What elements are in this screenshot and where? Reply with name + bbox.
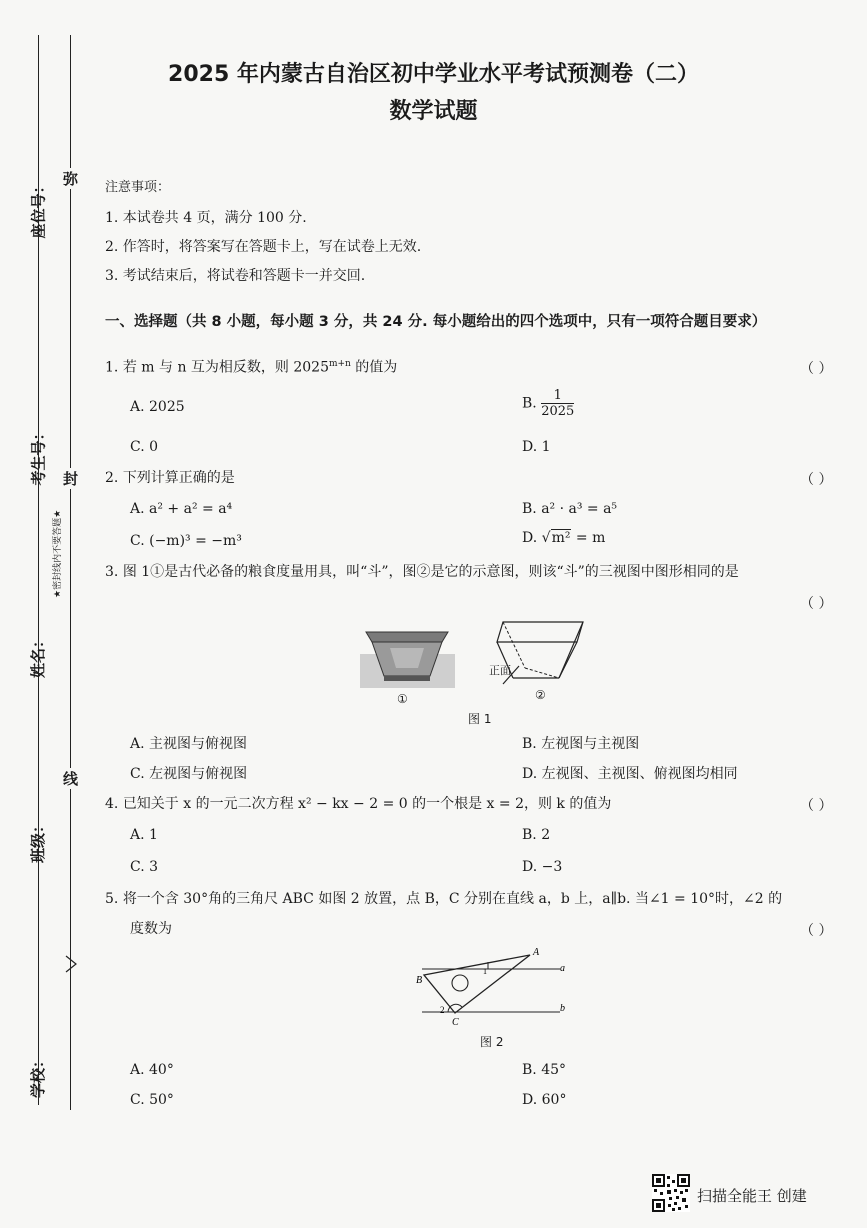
fraction — [541, 388, 574, 419]
qr-code-icon — [652, 1174, 690, 1212]
answer-parentheses[interactable]: （ ） — [800, 923, 833, 939]
option-label: B. — [522, 395, 537, 412]
section-heading: 一、选择题（共 8 小题，每小题 3 分，共 24 分. 每小题给出的四个选项中，只有一项符合题目要求） — [105, 314, 767, 330]
angle-1-label: 1 — [483, 967, 487, 976]
figure-2-caption: 图 2 — [480, 1035, 504, 1049]
question-2-stem — [105, 471, 235, 485]
question-text: 下列计算正确的是 — [122, 470, 235, 486]
option-label: D. — [522, 530, 538, 546]
figure-1-caption: 图 1 — [468, 712, 492, 726]
option-a: A. 2025 — [130, 399, 185, 415]
line-a-label: a — [560, 963, 565, 974]
option-b — [522, 388, 574, 419]
angle-2-label: 2 — [440, 1005, 445, 1015]
scanner-app-name: 扫描全能王 — [697, 1187, 773, 1205]
answer-parentheses[interactable]: （ ） — [800, 361, 833, 377]
point-a-label: A — [533, 947, 540, 958]
fraction-numerator: 1 — [541, 388, 574, 404]
line-b-label: b — [560, 1003, 565, 1014]
seal-warning: ★密封线内不要答题★ — [50, 510, 63, 598]
binding-line-inner — [70, 35, 71, 1110]
question-text-end: 的值为 — [350, 359, 398, 376]
notice-heading: 注意事项： — [105, 180, 171, 195]
option-rest: = m — [571, 530, 606, 546]
option-b: B. 45° — [522, 1062, 567, 1078]
figure-2 — [410, 945, 575, 1030]
question-1-stem — [105, 360, 397, 375]
option-d: D. 左视图、主视图、俯视图均相同 — [522, 766, 738, 782]
sqrt-sign: √ — [541, 530, 551, 546]
question-number: 2. — [105, 470, 119, 486]
option-d: D. 60° — [522, 1092, 567, 1108]
figure-1-label-2: ② — [535, 688, 546, 702]
name-label: 姓名： — [29, 632, 48, 679]
radicand: m² — [551, 530, 571, 546]
fraction-denominator: 2025 — [541, 404, 575, 419]
option-d: D. −3 — [522, 859, 563, 875]
question-text: 已知关于 x 的一元二次方程 x² − kx − 2 = 0 的一个根是 x = 2，则 k 的值为 — [122, 796, 612, 812]
option-d: D. 1 — [522, 439, 551, 455]
option-a: A. a² + a² = a⁴ — [130, 501, 233, 517]
option-c: C. 左视图与俯视图 — [130, 766, 248, 782]
question-text: 若 m 与 n 互为相反数，则 2025 — [122, 359, 329, 376]
option-b: B. a² · a³ = a⁵ — [522, 501, 618, 517]
exam-title: 2025 年内蒙古自治区初中学业水平考试预测卷（二） — [168, 62, 699, 87]
answer-parentheses[interactable]: （ ） — [800, 472, 833, 488]
scanner-watermark — [697, 1185, 807, 1206]
front-view-label: 正面 — [489, 664, 511, 677]
question-5-stem — [105, 892, 782, 906]
scanner-action: 创建 — [776, 1187, 807, 1205]
notice-item: 1. 本试卷共 4 页，满分 100 分. — [105, 210, 307, 226]
school-label: 学校： — [29, 1052, 48, 1099]
question-4-stem — [105, 797, 611, 811]
figure-1-schematic — [485, 620, 590, 690]
option-c: C. (−m)³ = −m³ — [130, 533, 242, 549]
question-3-stem — [105, 565, 739, 579]
exam-subtitle: 数学试题 — [389, 99, 478, 124]
angle-2-arc — [448, 1004, 462, 1012]
question-text: 将一个含 30°角的三角尺 ABC 如图 2 放置，点 B，C 分别在直线 a，b 上，a∥b. 当∠1 = 10°时，∠2 的 — [122, 891, 783, 907]
option-a: A. 主视图与俯视图 — [130, 736, 248, 752]
point-c-label: C — [452, 1017, 459, 1028]
question-text: 图 1①是古代必备的粮食度量用具，叫“斗”，图②是它的示意图，则该“斗”的三视图中图形相同的是 — [122, 564, 739, 580]
seal-char-feng: 封 — [63, 470, 79, 488]
seal-char-xian: 线 — [63, 770, 79, 788]
question-number: 4. — [105, 796, 119, 812]
seat-number-label: 座位号： — [29, 178, 48, 239]
option-b: B. 左视图与主视图 — [522, 736, 640, 752]
option-d — [522, 531, 605, 545]
option-c: C. 50° — [130, 1092, 174, 1108]
exponent: m+n — [328, 359, 351, 369]
point-b-label: B — [416, 975, 423, 986]
question-5-stem-line2: 度数为 — [130, 921, 172, 937]
option-a: A. 40° — [130, 1062, 174, 1078]
class-label: 班级： — [29, 817, 48, 864]
option-a: A. 1 — [130, 827, 158, 843]
question-number: 1. — [105, 359, 119, 376]
answer-parentheses[interactable]: （ ） — [800, 798, 833, 814]
margin-arrow-icon — [64, 955, 78, 973]
candidate-number-label: 考生号： — [29, 425, 48, 486]
question-number: 3. — [105, 564, 119, 580]
figure-1-label-1: ① — [397, 692, 408, 706]
question-number: 5. — [105, 891, 119, 907]
option-c: C. 3 — [130, 859, 159, 875]
angle-1-arc — [452, 975, 468, 991]
answer-parentheses[interactable]: （ ） — [800, 596, 833, 612]
seal-char-mi: 弥 — [63, 170, 79, 188]
option-b: B. 2 — [522, 827, 551, 843]
option-c: C. 0 — [130, 439, 159, 455]
notice-item: 3. 考试结束后，将试卷和答题卡一并交回. — [105, 268, 366, 284]
figure-1-photo — [360, 628, 455, 688]
notice-item: 2. 作答时，将答案写在答题卡上，写在试卷上无效. — [105, 239, 422, 255]
